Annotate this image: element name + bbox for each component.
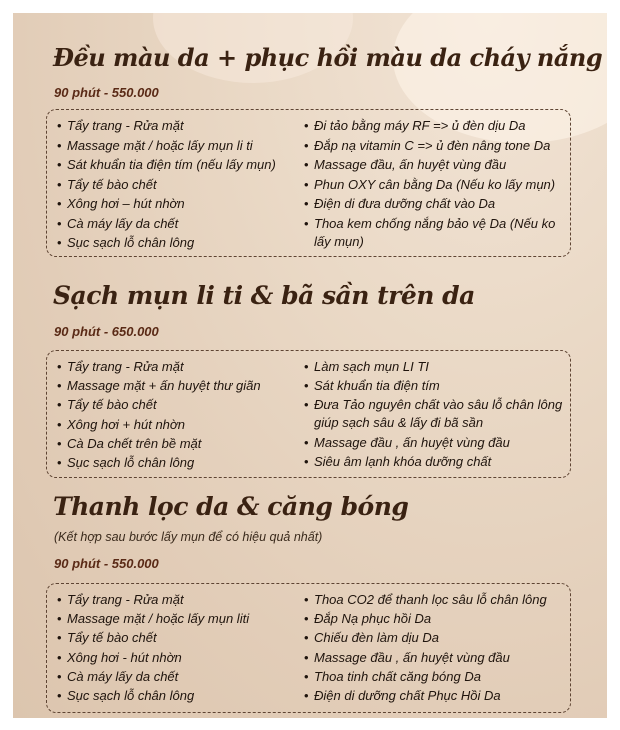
step-item: • Cà máy lấy da chết xyxy=(55,215,295,233)
steps-right-column xyxy=(302,117,570,252)
step-item: • Massage đầu, ấn huyệt vùng đầu xyxy=(302,156,570,174)
step-item: • Massage đầu , ấn huyệt vùng đầu xyxy=(302,434,570,452)
step-item: • Thoa CO2 để thanh lọc sâu lỗ chân lông xyxy=(302,591,570,609)
step-item: • Đắp Nạ phục hồi Da xyxy=(302,610,570,628)
step-item: • Thoa kem chống nắng bảo vệ Da (Nếu ko lấy mụn) xyxy=(302,215,570,251)
service-note: (Kết hợp sau bước lấy mụn để có hiệu quả nhất) xyxy=(54,530,323,544)
steps-left-column xyxy=(55,591,295,706)
step-item: • Điện di dưỡng chất Phục Hồi Da xyxy=(302,687,570,705)
step-item: • Cà Da chết trên bề mặt xyxy=(55,435,295,453)
service-price: 90 phút - 550.000 xyxy=(54,556,159,571)
step-item: • Tẩy trang - Rửa mặt xyxy=(55,117,295,135)
service-title: Đều màu da + phục hồi màu da cháy nắng xyxy=(53,43,603,72)
service-title: Thanh lọc da & căng bóng xyxy=(53,492,409,521)
step-item: • Điện di đưa dưỡng chất vào Da xyxy=(302,195,570,213)
step-item: • Đắp nạ vitamin C => ủ đèn nâng tone Da xyxy=(302,137,570,155)
step-item: • Tẩy trang - Rửa mặt xyxy=(55,358,295,376)
step-item: • Xông hơi - hút nhờn xyxy=(55,649,295,667)
step-item: • Sát khuẩn tia điện tím (nếu lấy mụn) xyxy=(55,156,295,174)
step-item: • Đưa Tảo nguyên chất vào sâu lỗ chân lông giúp sạch sâu & lấy đi bã sần xyxy=(302,396,570,432)
step-item: • Phun OXY cân bằng Da (Nếu ko lấy mụn) xyxy=(302,176,570,194)
step-item: • Sục sạch lỗ chân lông xyxy=(55,454,295,472)
step-item: • Tẩy tế bào chết xyxy=(55,629,295,647)
step-item: • Chiếu đèn làm dịu Da xyxy=(302,629,570,647)
step-item: • Massage mặt + ấn huyệt thư giãn xyxy=(55,377,295,395)
step-item: • Cà máy lấy da chết xyxy=(55,668,295,686)
steps-left-column xyxy=(55,358,295,473)
step-item: • Massage mặt / hoặc lấy mụn li ti xyxy=(55,137,295,155)
steps-left-column xyxy=(55,117,295,254)
service-steps-box xyxy=(46,583,571,713)
spa-price-poster xyxy=(13,13,607,718)
service-price: 90 phút - 550.000 xyxy=(54,85,159,100)
step-item: • Đi tảo bằng máy RF => ủ đèn dịu Da xyxy=(302,117,570,135)
step-item: • Sát khuẩn tia điện tím xyxy=(302,377,570,395)
step-item: • Thoa tinh chất căng bóng Da xyxy=(302,668,570,686)
step-item: • Tẩy tế bào chết xyxy=(55,396,295,414)
service-title: Sạch mụn li ti & bã sần trên da xyxy=(53,281,475,310)
step-item: • Massage mặt / hoặc lấy mụn liti xyxy=(55,610,295,628)
steps-right-column xyxy=(302,591,570,706)
step-item: • Sục sạch lỗ chân lông xyxy=(55,687,295,705)
step-item: • Làm sạch mụn LI TI xyxy=(302,358,570,376)
step-item: • Tẩy trang - Rửa mặt xyxy=(55,591,295,609)
step-item: • Sục sạch lỗ chân lông xyxy=(55,234,295,252)
step-item: • Xông hơi – hút nhờn xyxy=(55,195,295,213)
step-item: • Siêu âm lạnh khóa dưỡng chất xyxy=(302,453,570,471)
service-steps-box xyxy=(46,350,571,478)
step-item: • Tẩy tế bào chết xyxy=(55,176,295,194)
service-steps-box xyxy=(46,109,571,257)
step-item: • Xông hơi + hút nhờn xyxy=(55,416,295,434)
step-item: • Massage đầu , ấn huyệt vùng đầu xyxy=(302,649,570,667)
steps-right-column xyxy=(302,358,570,472)
service-price: 90 phút - 650.000 xyxy=(54,324,159,339)
